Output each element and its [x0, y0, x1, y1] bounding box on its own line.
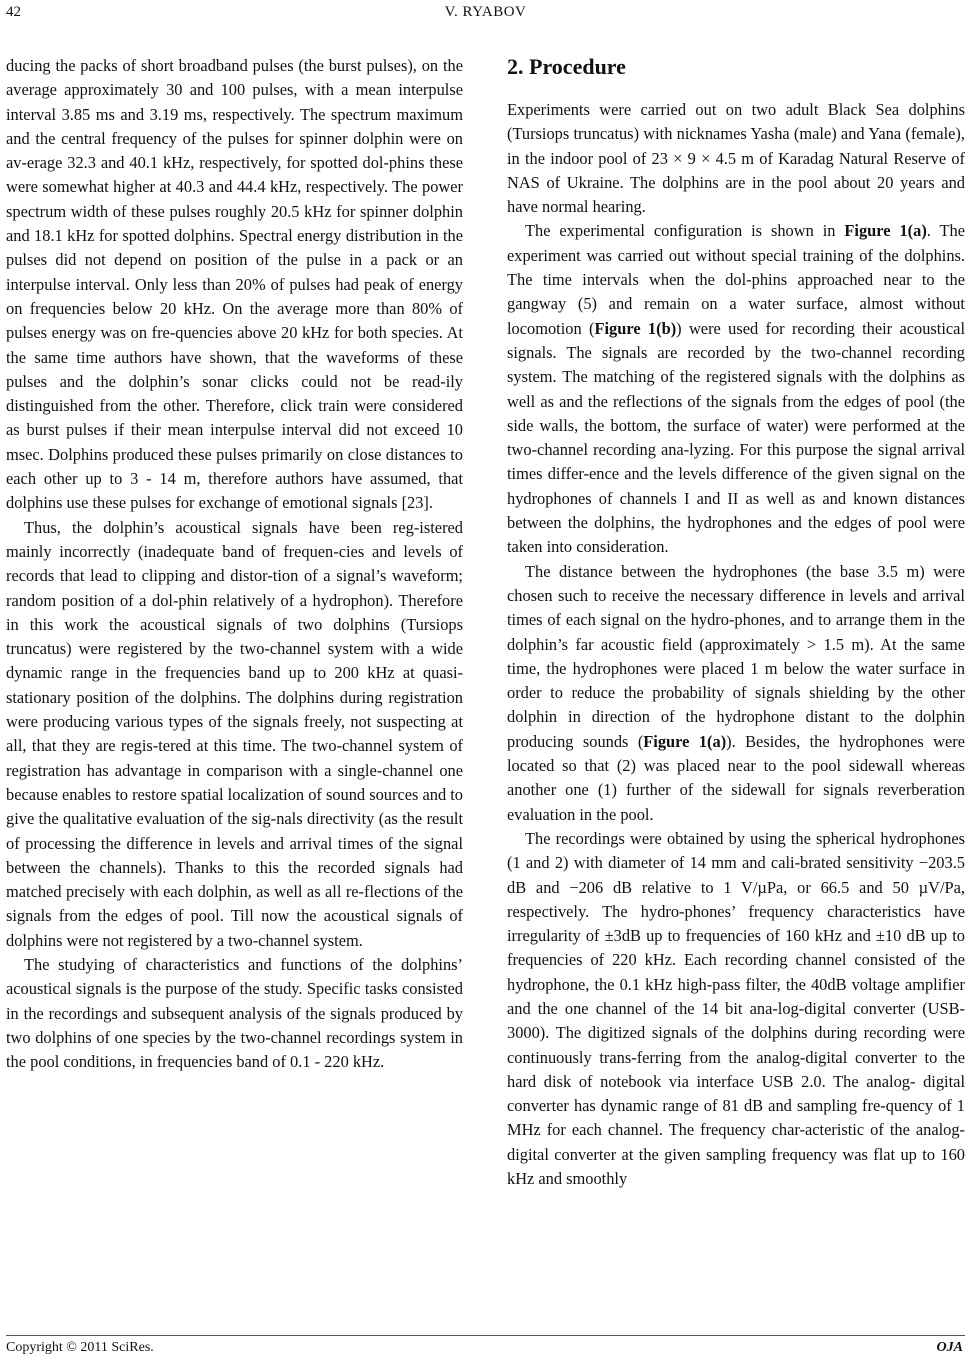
paragraph: The recordings were obtained by using the spherical hydrophones (1 and 2) with diameter of 14 mm and cali-brated sensitivity −203.5 dB and −206 dB relative to 1 V/µPa, or 66.5 and 50 µV/Pa, respectively. The hydro-phones’ frequency characteristics have irregularity of ±3dB up to frequencies of 160 kHz and ±10 dB up to frequencies of 220 kHz. Each recording channel consisted of the hydrophone, the 0.1 kHz high-pass filter, the 40dB voltage amplifier and the one channel of the 14 bit ana-log-digital converter (USB-3000). The digitized signals of the dolphins during recording were continuously trans-ferring from the analog-digital converter to the hard disk of notebook via interface USB 2.0. The analog- digital converter has dynamic range of 81 dB and sampling fre-quency of 1 MHz for each channel. The frequency char-acteristic of the analog-digital converter at the given sampling frequency was flat up to 160 kHz and smoothly [507, 828, 965, 1189]
text-run: ). Besides, the hydrophones were located so that (2) was placed near to the pool sidewall whereas another one (1) further of the sidewall for signals reverberation evaluation in the pool. [507, 731, 966, 824]
text-run: ) were used for recording their acoustical signals. The signals are recorded by the two-channel recording system. The matching of the registered signals with the dolphins as well as and the reflections of the signals from the edges of pool (the side walls, the bottom, the surface of water) were performed at the two-channel recording ana-lyzing. For this purpose the signal arrival times differ-ence and the levels difference of the given signal on the hydrophones of channels I and II as well as and known distances between the dolphins, the hydrophones and the edges of pool were taken into consideration. [507, 318, 966, 557]
footer-divider [6, 1335, 965, 1336]
paragraph: Experiments were carried out on two adult Black Sea dolphins (Tursiops truncatus) with nicknames Yasha (male) and Yana (female), in the indoor pool of 23 × 9 × 4.5 m of Karadag Natural Reserve of NAS of Ukraine. The dolphins are in the pool about 20 years and have normal hearing. [507, 100, 965, 217]
section-title: 2. Procedure [507, 54, 626, 79]
journal-abbreviation: OJA [936, 1340, 963, 1355]
paragraph [507, 560, 965, 827]
running-head-author: V. RYABOV [444, 4, 527, 20]
right-column [507, 54, 965, 1191]
text-run: The experimental configuration is shown in [525, 221, 845, 241]
page-number: 42 [6, 4, 21, 20]
figure-reference: Figure 1(b) [594, 318, 677, 338]
paragraph: Thus, the dolphin’s acoustical signals have been reg-istered mainly incorrectly (inadequate band of frequen-cies and levels of records that lead to clipping and distor-tion of a signal’s waveform; random position of a dol-phin relatively of a hydrophon). Therefore in this work the acoustical signals of two dolphins (Tursiops truncatus) were registered by the two-channel system with a wide dynamic range in the frequencies band up to 200 kHz at quasi-stationary position of the dolphins. The dolphins during registration were producing various types of the signals freely, not suspecting at all, that they are regis-tered at this time. The two-channel system of registration has advantage in comparison with a single-channel one because enables to restore spatial localization of sound sources and to give the qualitative evaluation of the sig-nals directivity (as the result of processing the difference in levels and arrival times of the signal between the channels). Thanks to this the recorded signals had matched precisely with each dolphin, as well as all re-flections of the signals from the edges of pool. Till now the acoustical signals of dolphins were not registered by a two-channel system. [6, 517, 463, 950]
paragraph [507, 219, 965, 559]
running-head [0, 0, 971, 30]
copyright-notice: Copyright © 2011 SciRes. [6, 1340, 154, 1355]
paragraph: The studying of characteristics and functions of the dolphins’ acoustical signals is the purpose of the study. Specific tasks consisted in the recordings and subsequent analysis of the signals produced by two dolphins of one species by the two-channel recordings system in the pool conditions, in frequencies band of 0.1 - 220 kHz. [6, 954, 463, 1072]
figure-reference: Figure 1(a) [643, 731, 727, 751]
figure-reference: Figure 1(a) [844, 221, 927, 241]
page-footer [0, 1335, 971, 1357]
text-run: . The experiment was carried out without special training of the dolphins. The time intervals when the dol-phins approached near to the gangway (5) and remain on a water surface, almost without locomotion ( [507, 221, 965, 338]
paragraph-continued: ducing the packs of short broadband pulses (the burst pulses), on the average approximately 30 and 100 pulses, with a mean interpulse interval 3.85 ms and 3.19 ms, respectively. The spectrum maximum and the central frequency of the pulses for spinner dolphin were on av-erage 32.3 and 40.1 kHz, respectively, for spotted dol-phins these were somewhat higher at 40.3 and 44.4 kHz, respectively. The power spectrum width of these pulses roughly 20.5 kHz for spinner dolphin and 18.1 kHz for spotted dolphins. Spectral energy distribution in the pulses did not depend on position of the pulse in a pack or an interpulse interval. Only less than 20% of pulses had peak of energy on frequencies below 20 kHz. On the average more than 80% of pulses energy was on fre-quencies above 20 kHz for both species. At the same time authors have shown, that the waveforms of these pulses and the dolphin’s sonar clicks could not be read-ily distinguished from the other. Therefore, click train were considered as burst pulses if their mean interpulse interval did not exceed 10 msec. Dolphins produced these pulses primarily on close distances to each other up to 3 - 14 m, therefore authors have assumed, that dolphins use these pulses for exchange of emotional signals [23]. [6, 56, 463, 513]
text-run: The distance between the hydrophones (the base 3.5 m) were chosen such to receive the necessary difference in levels and arrival times of each signal on the hydro-phones, and to arrange them in the dolphin’s far acoustic field (approximately > 1.5 m). At the same time, the hydrophones were placed 1 m below the water surface in order to reduce the probability of signals shielding by the other dolphin in direction of the hydrophone distant to the dolphin producing sounds ( [507, 561, 965, 751]
left-column [6, 54, 463, 1074]
